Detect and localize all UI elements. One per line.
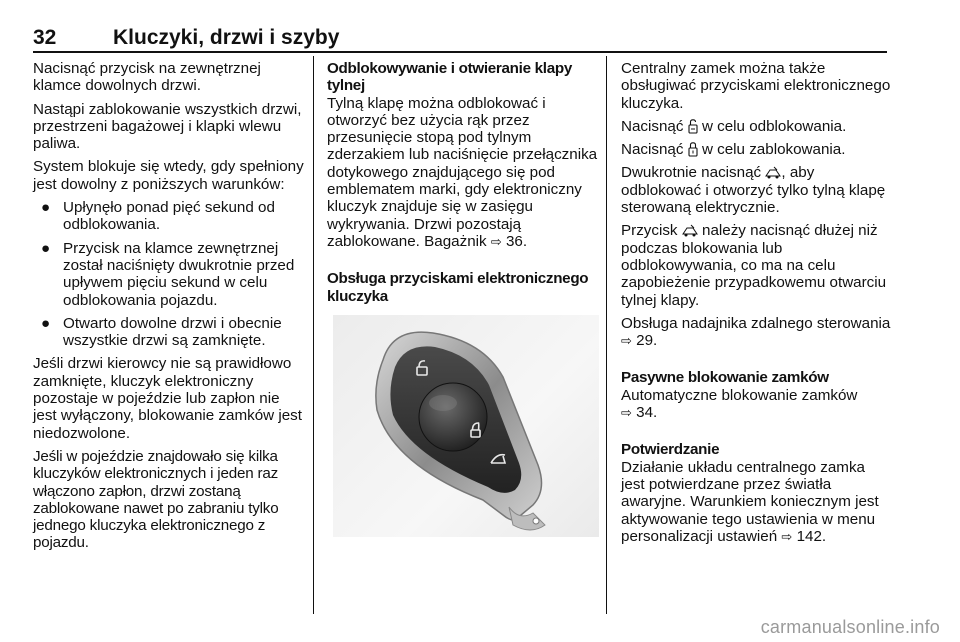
header-rule [33, 51, 887, 53]
unlock-icon [688, 119, 698, 134]
paragraph: Nastąpi zablokowanie wszystkich drzwi, przestrzeni bagażowej i klapki wlewu paliwa. [33, 100, 302, 153]
paragraph: Nacisnąć w celu zablokowania. [621, 141, 846, 159]
list-item-text: Otwarto dowolne drzwi i obecnie wszystkie drzwi są zamknięte. [63, 314, 282, 350]
list-item [33, 315, 305, 350]
paragraph: Jeśli drzwi kierowcy nie są prawidłowo zamknięte, kluczyk elektroniczny pozostaje w pojeździe lub zapłon nie jest wyłączony, blokowanie zamków jest niedozwolone. [33, 355, 302, 442]
paragraph: System blokuje się wtedy, gdy spełniony jest dowolny z poniższych warunków: [33, 158, 304, 193]
paragraph: Tylną klapę można odblokować i otworzyć bez użycia rąk przez przesunięcie stopą pod tylnym zderzakiem lub naciśnięcie przełącznika dotykowego znajdującego się pod emblematem marki, gdy elektroniczny kluczyk znajduje się w zasięgu wykrywania. Drzwi pozostają zablokowane. Bagażnik ⇨ 36. [327, 94, 598, 250]
paragraph: Dwukrotnie nacisnąć , aby odblokować i otworzyć tylko tylną klapę sterowaną elektrycznie. [621, 164, 886, 217]
section-heading: Obsługa przyciskami elektronicznego kluczyka [327, 270, 589, 305]
chapter-title: Kluczyki, drzwi i szyby [113, 26, 340, 49]
column-divider-2 [606, 56, 607, 614]
list-item [33, 240, 305, 309]
page-ref-arrow-icon: ⇨ [781, 528, 793, 544]
tailgate-icon [682, 223, 698, 238]
paragraph: Nacisnąć przycisk na zewnętrznej klamce dowolnych drzwi. [33, 60, 261, 95]
bullet: ● [41, 239, 51, 257]
section-heading: Pasywne blokowanie zamków [621, 369, 829, 387]
page-ref-arrow-icon: ⇨ [621, 333, 632, 349]
list-item-text: Przycisk na klamce zewnętrznej został naciśnięty dwukrotnie przed upływem pięciu sekund w celu odblokowania pojazdu. [63, 239, 295, 309]
column-3 [621, 60, 891, 551]
tailgate-icon [765, 165, 781, 180]
electronic-key-fob-illustration [333, 315, 599, 537]
list-item [33, 199, 305, 234]
paragraph: Działanie układu centralnego zamka jest potwierdzane przez światła awaryjne. Warunkiem koniecznym jest aktywowanie tego ustawienia w menu personalizacji ustawień ⇨ 142. [621, 458, 879, 545]
page-ref-arrow-icon: ⇨ [490, 233, 502, 249]
lock-icon [688, 142, 698, 157]
page-number: 32 [33, 26, 57, 49]
paragraph: Nacisnąć w celu odblokowania. [621, 117, 847, 135]
section-heading: Potwierdzanie [621, 441, 720, 459]
paragraph: Centralny zamek można także obsługiwać przyciskami elektronicznego kluczyka. [621, 60, 891, 112]
paragraph: Automatyczne blokowanie zamków ⇨ 34. [621, 386, 858, 422]
list-item-text: Upłynęło ponad pięć sekund od odblokowania. [63, 199, 275, 234]
bullet: ● [41, 199, 51, 217]
page-ref-arrow-icon: ⇨ [621, 405, 632, 421]
paragraph: Przycisk należy nacisnąć dłużej niż podczas blokowania lub odblokowywania, co ma na celu zapobieżenie przypadkowemu otwarciu tylnej klapy. [621, 222, 887, 309]
column-2 [327, 60, 599, 537]
column-divider-1 [313, 56, 314, 614]
bullet: ● [41, 314, 51, 332]
paragraph: Jeśli w pojeździe znajdowało się kilka kluczyków elektronicznych i jeden raz włączono zapłon, drzwi zostaną zablokowane nawet po zabraniu tylko jednego kluczyka elektronicznego z pojazdu. [33, 447, 279, 552]
watermark: carmanualsonline.info [760, 617, 940, 637]
page-header [33, 26, 885, 52]
column-1 [33, 60, 305, 558]
section-heading: Odblokowywanie i otwieranie klapy tylnej [327, 60, 572, 95]
paragraph: Obsługa nadajnika zdalnego sterowania ⇨ 29. [621, 314, 891, 350]
